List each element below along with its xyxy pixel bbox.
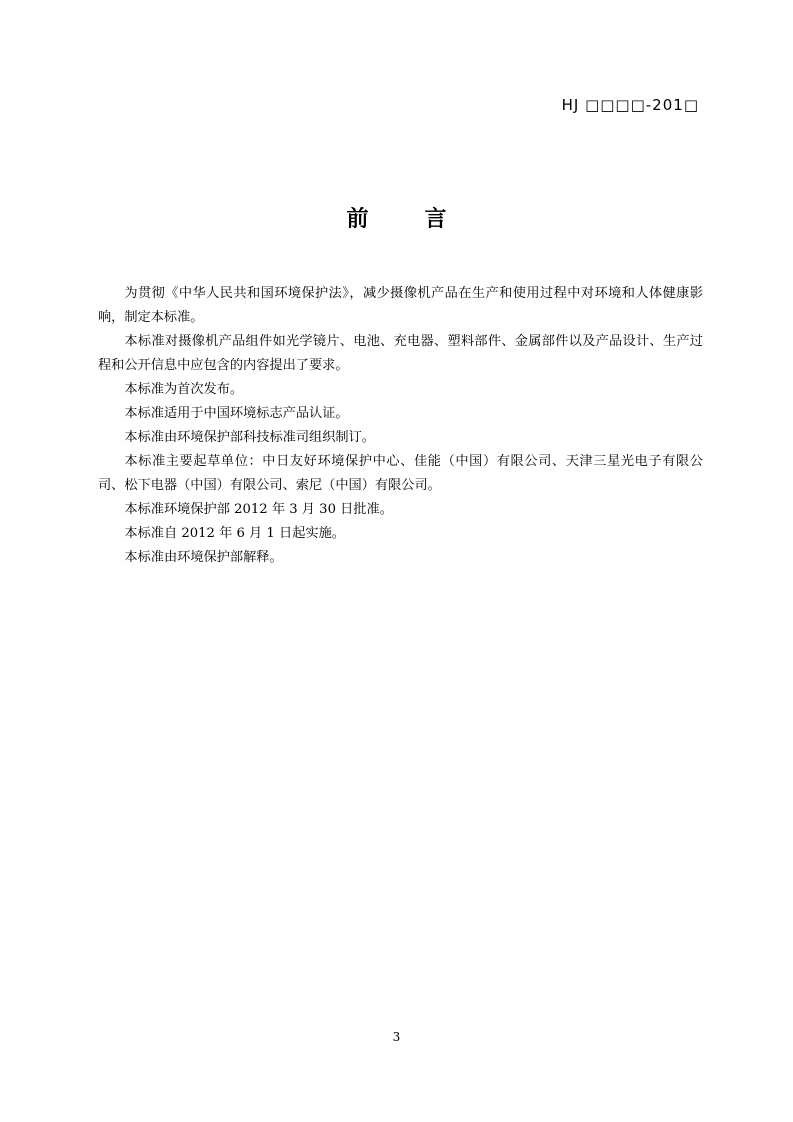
paragraph-drafting-units: 本标准主要起草单位：中日友好环境保护中心、佳能（中国）有限公司、天津三星光电子有限公司、松下电器（中国）有限公司、索尼（中国）有限公司。: [98, 454, 703, 493]
title-char-2: 言: [424, 207, 447, 232]
standard-code: HJ □□□□-201□: [561, 96, 699, 114]
page-title: [0, 202, 793, 233]
paragraph-interpretation: 本标准由环境保护部解释。: [124, 550, 283, 565]
paragraph-effective-date: 本标准自 2012 年 6 月 1 日起实施。: [124, 526, 345, 541]
preface-body: [98, 282, 703, 570]
title-char-1: 前: [346, 207, 369, 232]
paragraph-first-release: 本标准为首次发布。: [124, 382, 244, 397]
paragraph-scope-requirements: 本标准对摄像机产品组件如光学镜片、电池、充电器、塑料部件、金属部件以及产品设计、生产过程和公开信息中应包含的内容提出了要求。: [98, 334, 703, 373]
paragraph-organizer: 本标准由环境保护部科技标准司组织制订。: [124, 430, 375, 445]
paragraph-applicability: 本标准适用于中国环境标志产品认证。: [124, 406, 349, 421]
paragraph-approval-date: 本标准环境保护部 2012 年 3 月 30 日批准。: [124, 502, 393, 517]
page-number: 3: [392, 1030, 401, 1044]
paragraph-purpose: 为贯彻《中华人民共和国环境保护法》，减少摄像机产品在生产和使用过程中对环境和人体健康影响，制定本标准。: [98, 286, 703, 325]
